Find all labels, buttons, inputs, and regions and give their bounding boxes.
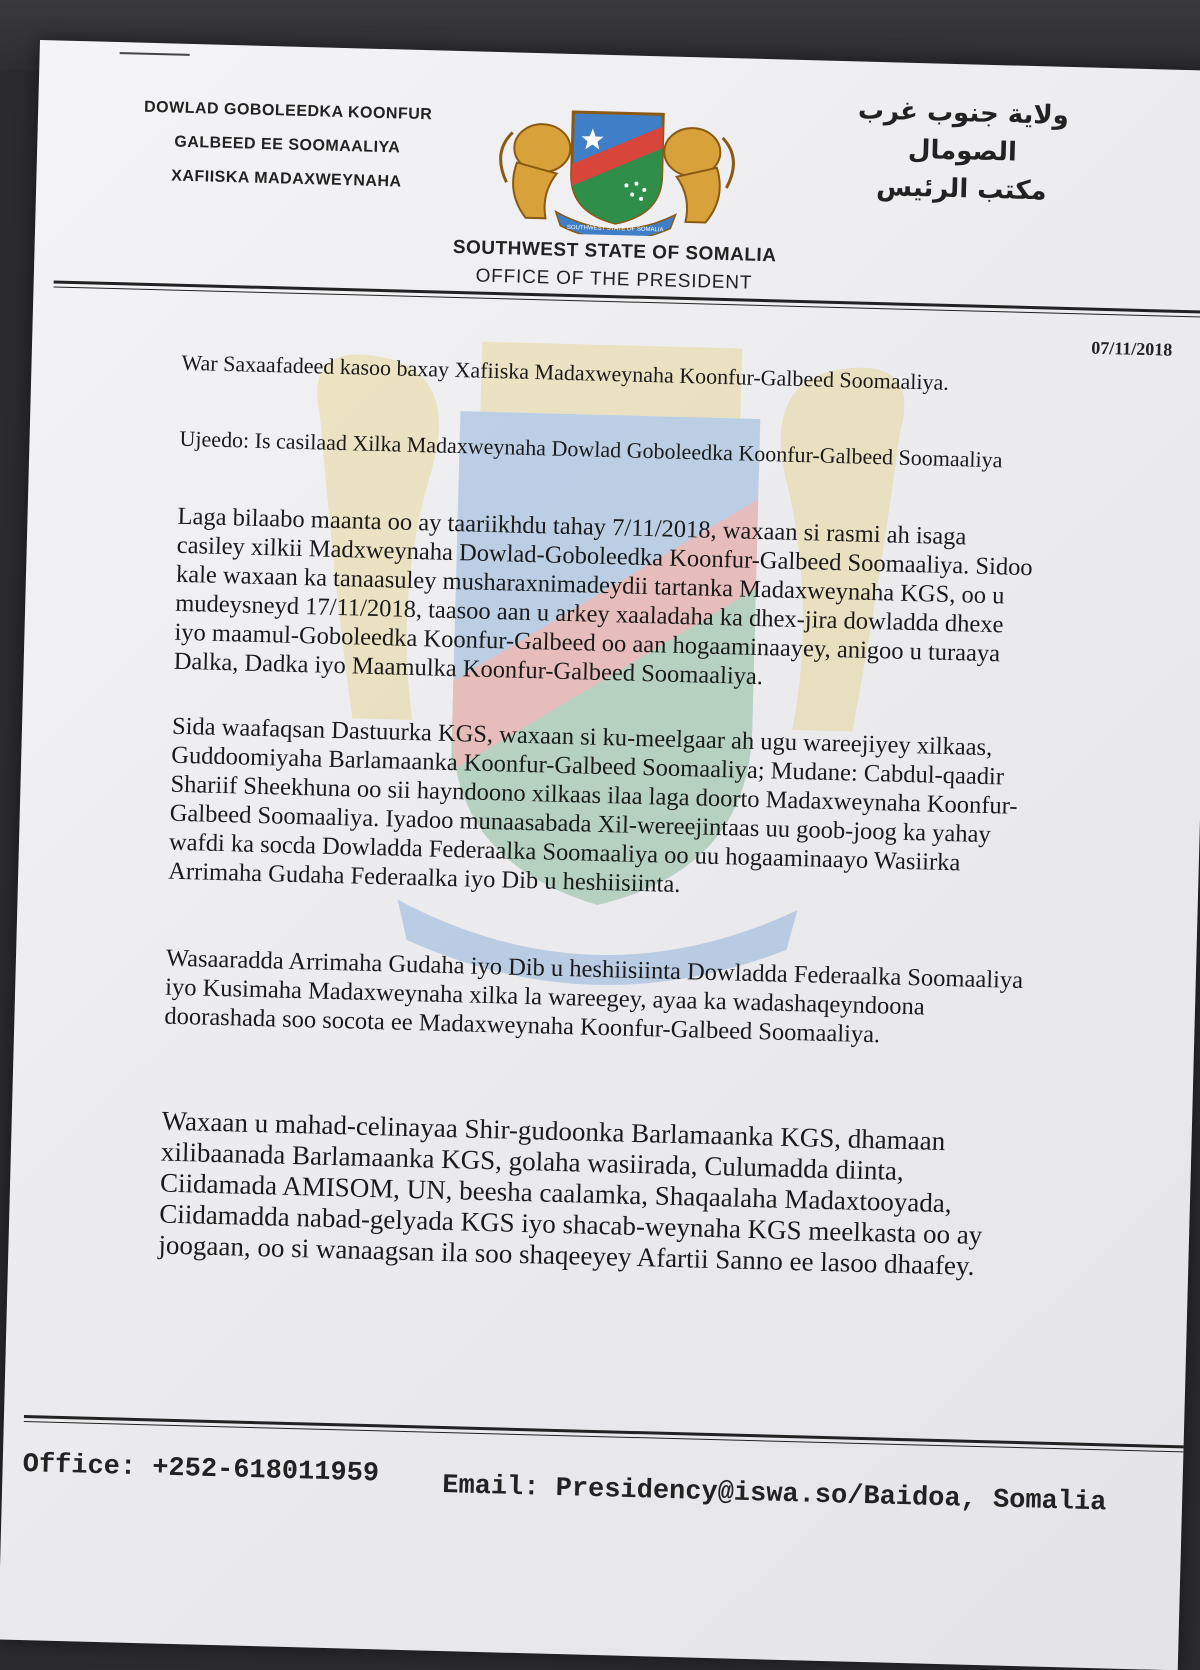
state-name: SOUTHWEST STATE OF SOMALIA <box>452 236 777 267</box>
letter-page <box>0 40 1200 1670</box>
footer-email: Email: Presidency@iswa.so/Baidoa, Somalia <box>441 1471 1107 1519</box>
letter-paragraph-2: Sida waafaqsan Dastuurka KGS, waxaan si ku-meelgaar ah ugu wareejiyey xilkaas, Guddoomiyaha Barlamaanka Koonfur-Galbeed Soomaaliya; Mudane: Cabdul-qaadir Shariif Sheekhuna oo sii hayndoono xilkaas ilaa laga doorto Madaxweynaha Koonfur-Galbeed Soomaaliya. Iyadoo munaasabada Xil-wereejintaas uu goob-joog ka yahay wafdi ka socda Dowladda Federaalka Soomaaliya oo uu hogaaminaayo Wasiirka Arrimaha Gudaha Federaalka iyo Dib u heshiisiinta. <box>167 712 1018 899</box>
pen-mark <box>120 52 190 56</box>
letter-paragraph-1: Laga bilaabo maanta oo ay taariikhdu tahay 7/11/2018, waxaan si rasmi ah isaga casiley xilkii Madxweynaha Dowlad-Goboleedka Koonfur-Galbeed Soomaaliya. Sidoo kale waxaan ka tanaasuley musharaxnimadeydii tartanka Madaxweynaha KGS, oo u mudeysneyd 17/11/2018, taasoo aan u arkey xaaladaha ka dhex-jira dowladda dhexe iyo maamul-Goboleedka Koonfur-Galbeed oo aan hogaaminaayey, anigoo u turaaya Dalka, Dadka iyo Maamulka Koonfur-Galbeed Soomaaliya. <box>173 502 1033 691</box>
right-lion-icon <box>662 127 734 223</box>
letter-date: 07/11/2018 <box>1091 337 1173 360</box>
emblem-ribbon-text: SOUTHWEST STATE OF SOMALIA <box>566 224 664 234</box>
letterhead-arabic-line-1: ولاية جنوب غرب <box>857 95 1070 131</box>
letter-intro: War Saxaafadeed kasoo baxay Xafiiska Madaxweynaha Koonfur-Galbeed Soomaaliya. <box>181 349 950 395</box>
letter-subject: Ujeedo: Is casilaad Xilka Madaxweynaha Dowlad Goboleedka Koonfur-Galbeed Soomaaliya <box>179 425 1003 473</box>
letterhead-arabic-line-3: مكتب الرئيس <box>875 171 1047 207</box>
letterhead-somali <box>116 90 459 201</box>
office-name: OFFICE OF THE PRESIDENT <box>475 265 753 294</box>
letterhead-arabic-line-2: الصومال <box>907 134 1018 168</box>
footer-rule-thin <box>24 1421 1184 1452</box>
coat-of-arms-icon <box>485 92 749 239</box>
letter-paragraph-3: Wasaaradda Arrimaha Gudaha iyo Dib u heshiisiinta Dowladda Federaalka Soomaaliya iyo Kusimaha Madaxweynaha xilka la wareegey, ayaa ka wadashaqeyndoona doorashada soo socota ee Madaxweynaha Koonfur-Galbeed Soomaaliya. <box>164 944 1024 1049</box>
letterhead-arabic <box>846 91 1079 211</box>
footer-rule <box>24 1415 1184 1448</box>
letter-paragraph-4: Waxaan u mahad-celinayaa Shir-gudoonka Barlamaanka KGS, dhamaan xilibaanada Barlamaanka KGS, golaha wasiirada, Culumadda diinta, Ciidamada AMISOM, UN, beesha caalamka, Shaqaalaha Madaxtooyada, Ciidamadda nabad-gelyada KGS iyo shacab-weynaha KGS meelkasta oo ay joogaan, oo si wanaagsan ila soo shaqeeyey Afartii Sanno ee lasoo dhaafey. <box>158 1105 983 1281</box>
footer-office-phone: Office: +252-618011959 <box>22 1450 380 1490</box>
letterhead-line-1: DOWLAD GOBOLEEDKA KOONFUR <box>143 98 433 124</box>
letterhead-line-2: GALBEED EE SOOMAALIYA <box>174 133 401 157</box>
left-lion-icon <box>499 123 571 219</box>
letterhead-line-3: XAFIISKA MADAXWEYNAHA <box>171 167 402 191</box>
shield-icon <box>570 112 663 224</box>
